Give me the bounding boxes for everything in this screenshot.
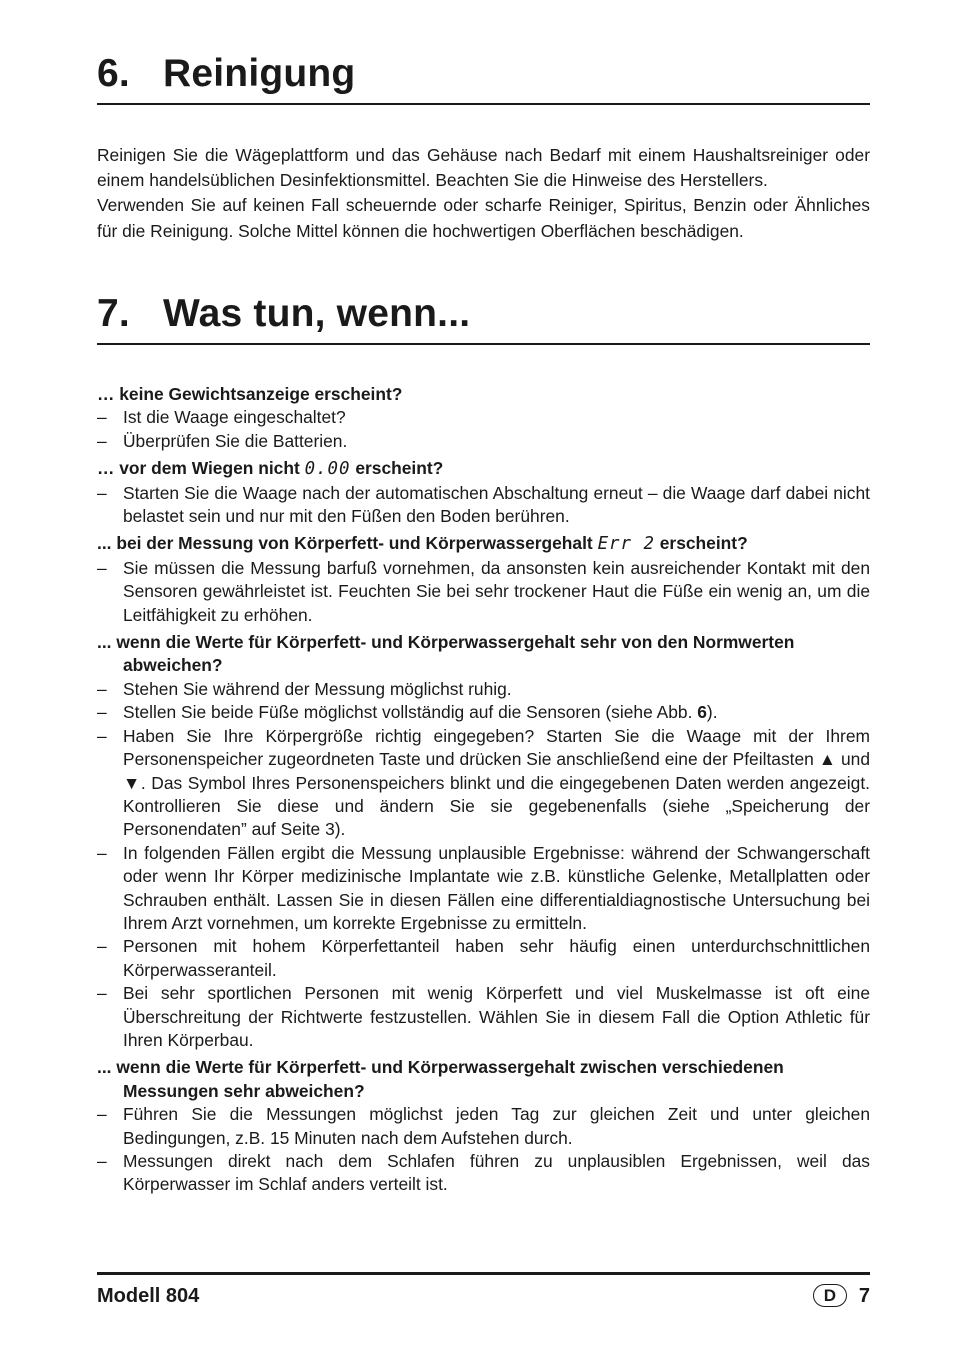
item-text: ). bbox=[706, 702, 718, 723]
list-item bbox=[97, 482, 870, 529]
dash: – bbox=[97, 725, 107, 746]
list-item bbox=[97, 842, 870, 936]
item-text: Stellen Sie beide Füße möglichst vollständig auf die Sensoren (siehe Abb. bbox=[123, 702, 693, 723]
figure-reference: 6 bbox=[697, 702, 707, 723]
dash: – bbox=[97, 1151, 107, 1171]
dash: – bbox=[97, 482, 107, 503]
list-item bbox=[97, 1103, 870, 1150]
item-text: Sie müssen die Messung barfuß vornehmen, da ansonsten kein ausreichender Kontakt mit den Sensoren gewährleistet ist. Feuchten Sie bei sehr trockener Haut die Füße ein wenig an, um die Leitfähigkeit zu erhöhen. bbox=[123, 557, 870, 625]
item-text: In folgenden Fällen ergibt die Messung unplausible Ergebnisse: während der Schwangerschaft oder wenn Ihr Körper medizinische Implantate wie z.B. künstliche Gelenke, Metallplatten oder Schrauben enthält. Lassen Sie in diesen Fällen eine differentialdiagnostische Untersuchung bei Ihrem Arzt vornehmen, um korrekte Ergebnisse zu ermitteln. bbox=[123, 842, 870, 933]
section-title: Was tun, wenn... bbox=[163, 292, 471, 335]
dash: – bbox=[97, 702, 107, 723]
dash: – bbox=[97, 678, 107, 699]
item-text: Stehen Sie während der Messung möglichst ruhig. bbox=[123, 678, 512, 699]
item-text: Messungen direkt nach dem Schlafen führen zu unplausiblen Ergebnissen, weil das Körperwasser im Schlaf anders verteilt ist. bbox=[123, 1151, 870, 1195]
section-number: 7. bbox=[97, 292, 130, 335]
question: ... wenn die Werte für Körperfett- und Körperwassergehalt sehr von den Normwerten abweichen? bbox=[97, 632, 795, 676]
question: … keine Gewichtsanzeige erscheint? bbox=[97, 384, 403, 404]
language-badge: D bbox=[813, 1284, 847, 1307]
item-text: Ist die Waage eingeschaltet? bbox=[123, 407, 346, 428]
question-text: erscheint? bbox=[659, 533, 748, 554]
lcd-display-text: Err 2 bbox=[597, 534, 655, 555]
question-text: … vor dem Wiegen nicht bbox=[97, 458, 300, 479]
question: ... wenn die Werte für Körperfett- und Körperwassergehalt zwischen verschiedenen Messungen sehr abweichen? bbox=[97, 1057, 784, 1101]
item-text: Starten Sie die Waage nach der automatischen Abschaltung erneut – die Waage darf dabei nicht belastet sein und nur mit den Füßen den Boden berühren. bbox=[123, 482, 870, 527]
dash: – bbox=[97, 983, 107, 1004]
item-text: Haben Sie Ihre Körpergröße richtig eingegeben? Starten Sie die Waage mit der Ihrem Personenspeicher zugeordneten Taste und drücken Sie anschließend eine der Pfeiltasten ▲ und ▼. Das Symbol Ihres Personenspeichers blinkt und die eingegebenen Daten werden angezeigt. Kontrollieren Sie diese und ändern Sie sie gegebenenfalls (siehe „Speicherung der Personendaten” auf Seite 3). bbox=[123, 725, 870, 840]
list-item bbox=[97, 557, 870, 627]
item-text: Führen Sie die Messungen möglichst jeden Tag zur gleichen Zeit und unter gleichen Bedingungen, z.B. 15 Minuten nach dem Aufstehen durch. bbox=[123, 1104, 870, 1148]
list-item bbox=[97, 406, 870, 429]
list-item bbox=[97, 430, 870, 453]
paragraph: Verwenden Sie auf keinen Fall scheuernde oder scharfe Reiniger, Spiritus, Benzin oder Ähnliches für die Reinigung. Solche Mittel können die hochwertigen Oberflächen beschädigen. bbox=[97, 195, 870, 241]
footer-right bbox=[813, 1283, 870, 1309]
list-item bbox=[97, 982, 870, 1052]
dash: – bbox=[97, 407, 107, 428]
list-item bbox=[97, 701, 870, 724]
section-7-heading bbox=[97, 292, 870, 345]
list-item bbox=[97, 725, 870, 842]
section-title: Reinigung bbox=[163, 52, 356, 95]
dash: – bbox=[97, 842, 107, 863]
item-text: Bei sehr sportlichen Personen mit wenig Körperfett und viel Muskelmasse ist oft eine Überschreitung der Richtwerte festzustellen. Wählen Sie in diesem Fall die Option Athletic für Ihren Körperbau. bbox=[123, 983, 870, 1050]
item-text: Personen mit hohem Körperfettanteil haben sehr häufig einen unterdurchschnittlichen Körperwasseranteil. bbox=[123, 936, 870, 980]
list-item bbox=[97, 935, 870, 982]
section-number: 6. bbox=[97, 52, 130, 95]
question bbox=[97, 457, 870, 481]
page-number: 7 bbox=[858, 1285, 870, 1307]
section-6-heading bbox=[97, 52, 870, 105]
question-text: ... bei der Messung von Körperfett- und Körperwassergehalt bbox=[97, 533, 593, 554]
troubleshooting-list bbox=[97, 383, 870, 1197]
dash: – bbox=[97, 430, 107, 451]
lcd-display-text: 0.00 bbox=[304, 459, 351, 480]
dash: – bbox=[97, 936, 107, 957]
model-name: Modell 804 bbox=[97, 1285, 200, 1307]
dash: – bbox=[97, 1104, 107, 1125]
list-item bbox=[97, 1150, 870, 1197]
dash: – bbox=[97, 557, 107, 578]
question bbox=[97, 532, 870, 556]
cleaning-text bbox=[97, 143, 870, 244]
question-text: erscheint? bbox=[355, 458, 444, 479]
paragraph: Reinigen Sie die Wägeplattform und das Gehäuse nach Bedarf mit einem Haushaltsreiniger oder einem handelsüblichen Desinfektionsmittel. Beachten Sie die Hinweise des Herstellers. bbox=[97, 145, 870, 191]
list-item bbox=[97, 678, 870, 701]
page-footer bbox=[97, 1272, 870, 1309]
item-text: Überprüfen Sie die Batterien. bbox=[123, 430, 348, 451]
